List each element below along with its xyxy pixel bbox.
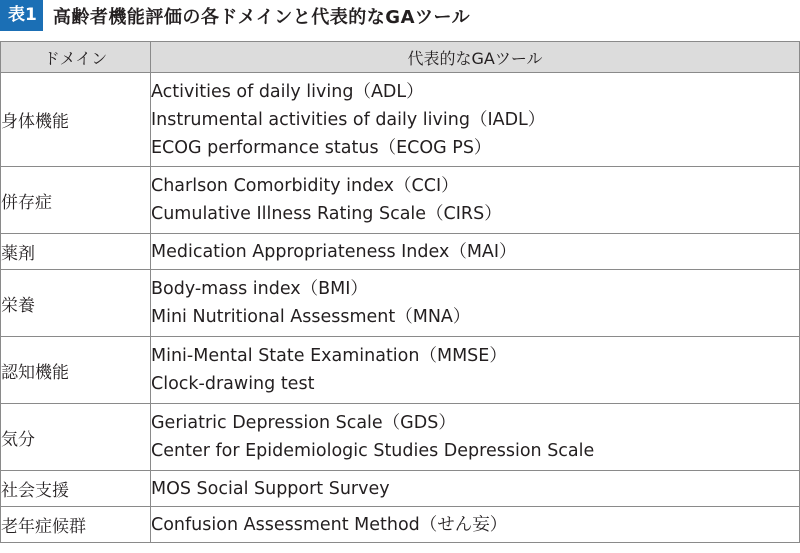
- tool-item: Confusion Assessment Method（せん妄）: [151, 514, 508, 535]
- table-row: [1, 73, 800, 167]
- table-row: [1, 404, 800, 471]
- table-row: [1, 337, 800, 404]
- tool-item: Medication Appropriateness Index（MAI）: [151, 241, 517, 262]
- tool-item: Charlson Comorbidity index（CCI）: [151, 176, 459, 196]
- domain-cell: 薬剤: [1, 234, 151, 270]
- tool-item: Geriatric Depression Scale（GDS）: [151, 413, 456, 433]
- tool-item: Body-mass index（BMI）: [151, 279, 368, 299]
- table-row: [1, 234, 800, 270]
- table-caption: [0, 0, 470, 31]
- domain-cell: 身体機能: [1, 73, 151, 167]
- tool-item: Clock-drawing test: [151, 374, 315, 394]
- table-row: [1, 507, 800, 543]
- domain-cell: 栄養: [1, 270, 151, 337]
- ga-tools-table: [0, 41, 800, 543]
- tool-item: Cumulative Illness Rating Scale（CIRS）: [151, 204, 502, 224]
- tools-cell: [151, 270, 800, 337]
- tools-cell: [151, 471, 800, 507]
- table-number-badge: 表1: [0, 0, 43, 31]
- header-domain: ドメイン: [1, 42, 151, 73]
- domain-cell: 併存症: [1, 167, 151, 234]
- tools-cell: [151, 337, 800, 404]
- table-title: 高齢者機能評価の各ドメインと代表的なGAツール: [52, 6, 471, 28]
- tool-item: Instrumental activities of daily living（IADL）: [151, 109, 546, 130]
- tool-item: MOS Social Support Survey: [151, 478, 390, 499]
- tool-item: Center for Epidemiologic Studies Depression Scale: [151, 441, 595, 461]
- domain-cell: 気分: [1, 404, 151, 471]
- header-tools: 代表的なGAツール: [151, 42, 800, 73]
- table-row: [1, 270, 800, 337]
- tool-item: Activities of daily living（ADL）: [151, 81, 424, 102]
- table-row: [1, 471, 800, 507]
- tool-item: Mini Nutritional Assessment（MNA）: [151, 307, 471, 327]
- tools-cell: [151, 167, 800, 234]
- domain-cell: 老年症候群: [1, 507, 151, 543]
- tools-cell: [151, 234, 800, 270]
- tools-cell: [151, 73, 800, 167]
- tools-cell: [151, 404, 800, 471]
- domain-cell: 社会支援: [1, 471, 151, 507]
- table-header-row: [1, 42, 800, 73]
- tools-cell: [151, 507, 800, 543]
- tool-item: Mini-Mental State Examination（MMSE）: [151, 346, 507, 366]
- tool-item: ECOG performance status（ECOG PS）: [151, 137, 492, 158]
- domain-cell: 認知機能: [1, 337, 151, 404]
- table-row: [1, 167, 800, 234]
